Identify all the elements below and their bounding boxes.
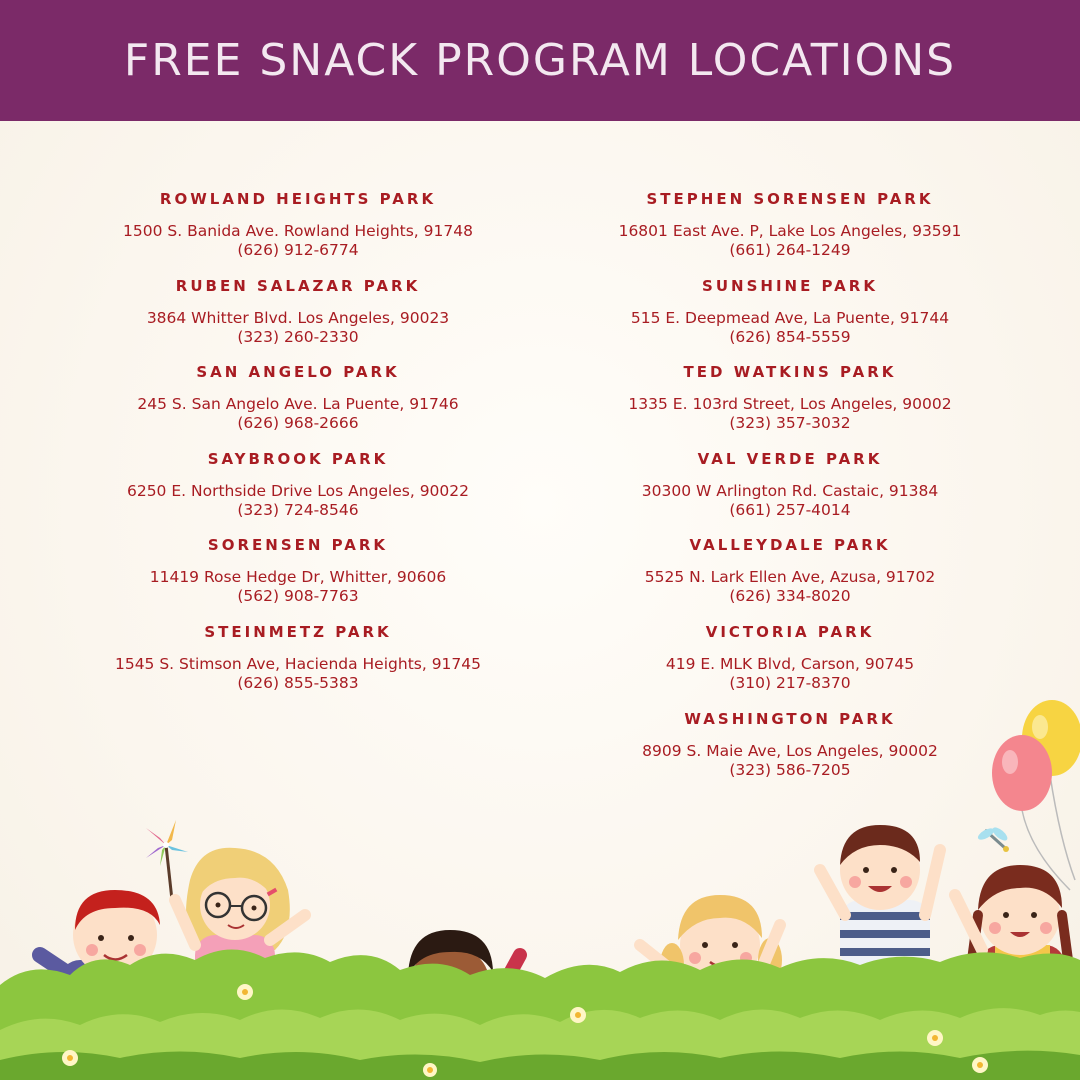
location-address: 11419 Rose Hedge Dr, Whitter, 90606	[149, 568, 447, 587]
location-entry	[540, 534, 1040, 621]
location-entry	[540, 188, 1040, 275]
location-name: SUNSHINE PARK	[702, 276, 878, 295]
location-phone: (661) 264-1249	[729, 241, 851, 259]
location-entry	[540, 621, 1040, 708]
left-location-column	[48, 188, 548, 708]
location-name: VICTORIA PARK	[705, 622, 875, 641]
location-name: VAL VERDE PARK	[697, 449, 883, 468]
location-address: 3864 Whitter Blvd. Los Angeles, 90023	[146, 308, 450, 327]
location-address: 16801 East Ave. P, Lake Los Angeles, 93591	[618, 222, 962, 240]
location-address: 419 E. MLK Blvd, Carson, 90745	[665, 654, 915, 673]
location-entry	[540, 448, 1040, 535]
location-name: SORENSEN PARK	[207, 536, 389, 555]
location-address: 1500 S. Banida Ave. Rowland Heights, 91748	[123, 222, 473, 240]
location-phone: (323) 724-8546	[237, 500, 359, 519]
location-address: 6250 E. Northside Drive Los Angeles, 90022	[126, 481, 470, 500]
location-phone: (323) 357-3032	[729, 414, 851, 433]
location-address: 515 E. Deepmead Ave, La Puente, 91744	[630, 308, 950, 327]
location-phone: (323) 586-7205	[729, 760, 851, 779]
location-name: WASHINGTON PARK	[684, 709, 896, 728]
location-address: 30300 W Arlington Rd. Castaic, 91384	[641, 481, 939, 500]
location-name: SAYBROOK PARK	[207, 449, 389, 468]
location-name: RUBEN SALAZAR PARK	[175, 276, 421, 295]
location-phone: (562) 908-7763	[237, 587, 359, 606]
balloons-icon	[992, 700, 1080, 890]
location-address: 1335 E. 103rd Street, Los Angeles, 90002	[628, 395, 952, 414]
location-phone: (626) 334-8020	[729, 587, 851, 606]
kid-striped-shirt	[820, 825, 940, 970]
location-address: 8909 S. Maie Ave, Los Angeles, 90002	[642, 741, 938, 760]
location-name: SAN ANGELO PARK	[196, 363, 400, 382]
location-address: 1545 S. Stimson Ave, Hacienda Heights, 91745	[114, 654, 482, 673]
location-name: STEPHEN SORENSEN PARK	[646, 190, 934, 208]
location-entry	[48, 275, 548, 362]
location-phone: (310) 217-8370	[729, 673, 851, 692]
location-entry	[48, 188, 548, 275]
pinwheel-icon	[146, 820, 188, 900]
location-entry	[48, 621, 548, 708]
dragonfly-icon	[976, 825, 1009, 852]
location-name: TED WATKINS PARK	[683, 363, 897, 382]
location-name: STEINMETZ PARK	[204, 622, 392, 641]
location-phone: (323) 260-2330	[237, 327, 359, 346]
page-title: FREE SNACK PROGRAM LOCATIONS	[123, 35, 957, 86]
location-entry	[540, 361, 1040, 448]
location-address: 5525 N. Lark Ellen Ave, Azusa, 91702	[644, 568, 936, 587]
location-name: VALLEYDALE PARK	[689, 536, 891, 555]
header-banner	[0, 0, 1080, 121]
location-name: ROWLAND HEIGHTS PARK	[159, 190, 437, 208]
location-phone: (626) 854-5559	[729, 327, 851, 346]
location-address: 245 S. San Angelo Ave. La Puente, 91746	[137, 395, 459, 414]
location-phone: (626) 855-5383	[237, 673, 359, 692]
grass-bushes	[0, 949, 1080, 1080]
location-phone: (661) 257-4014	[729, 500, 851, 519]
location-entry	[48, 534, 548, 621]
location-phone: (626) 968-2666	[237, 414, 359, 433]
location-entry	[48, 448, 548, 535]
location-phone: (626) 912-6774	[237, 241, 359, 259]
kids-illustration	[0, 700, 1080, 1080]
location-entry	[540, 275, 1040, 362]
location-entry	[48, 361, 548, 448]
